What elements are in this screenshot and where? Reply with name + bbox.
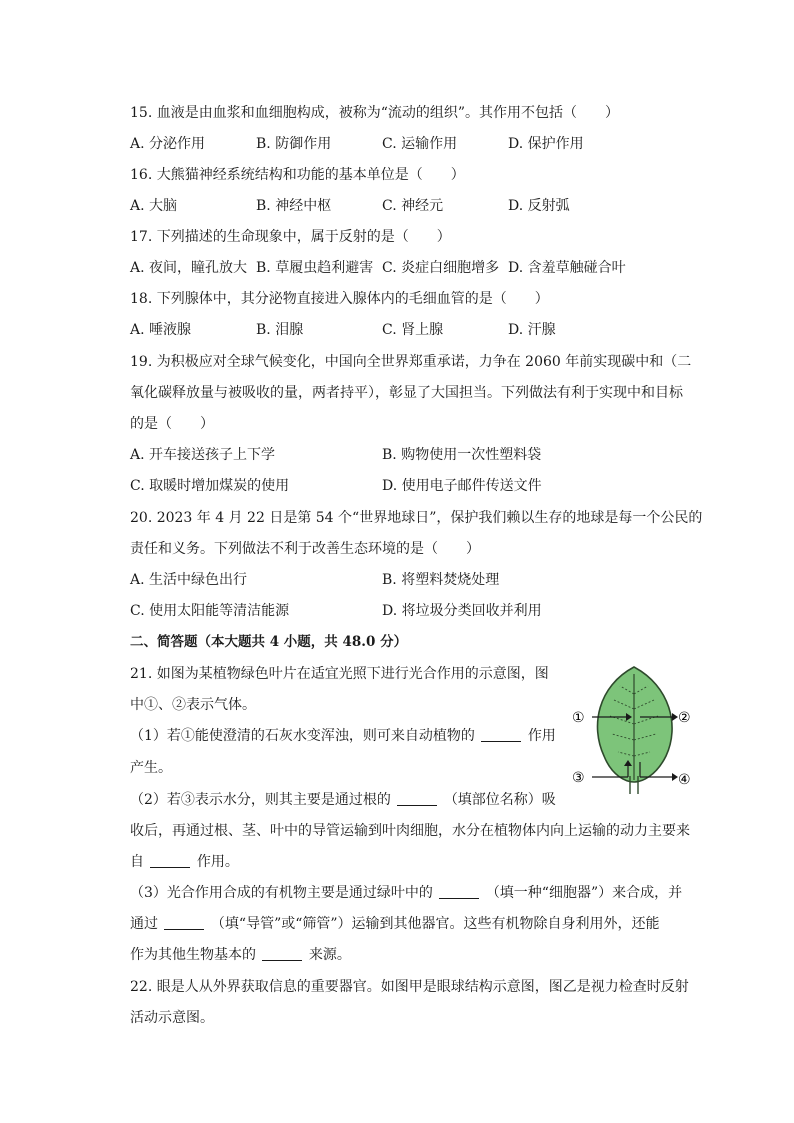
q21-part2-line1 <box>130 790 556 810</box>
q18-option-b: B. 泪腺 <box>256 322 304 338</box>
q21-part2-text-e: 作用。 <box>196 854 239 870</box>
question-19-stem-line3: 的是（ ） <box>130 416 214 432</box>
question-19-stem-line1: 19. 为积极应对全球气候变化，中国向全世界郑重承诺，力争在 2060 年前实现碳中和（二 <box>130 354 692 370</box>
q17-option-a: A. 夜间，瞳孔放大 <box>130 260 248 276</box>
question-20-stem-line2: 责任和义务。下列做法不利于改善生态环境的是（ ） <box>130 541 480 557</box>
q16-option-a: A. 大脑 <box>130 198 178 214</box>
q21-part1-line1 <box>130 726 556 746</box>
q17-option-d: D. 含羞草触碰合叶 <box>508 260 626 276</box>
q15-option-b: B. 防御作用 <box>256 136 332 152</box>
q21-part1-text-b: 作用 <box>527 728 556 744</box>
q16-option-c: C. 神经元 <box>382 198 444 214</box>
q21-part3-text-a: （3）光合作用合成的有机物主要是通过绿叶中的 <box>130 885 433 901</box>
question-15-stem: 15. 血液是由血浆和血细胞构成，被称为“流动的组织”。其作用不包括（ ） <box>130 105 620 121</box>
q15-option-d: D. 保护作用 <box>508 136 584 152</box>
q18-option-a: A. 唾液腺 <box>130 322 192 338</box>
question-20-stem-line1: 20. 2023 年 4 月 22 日是第 54 个“世界地球日”，保护我们赖以生存的地球是每一个公民的 <box>130 510 703 526</box>
q21-part3-line2 <box>130 914 660 934</box>
answer-blank[interactable] <box>481 727 521 742</box>
q21-part1-text-a: （1）若①能使澄清的石灰水变浑浊，则可来自动植物的 <box>130 728 475 744</box>
question-16-stem: 16. 大熊猫神经系统结构和功能的基本单位是（ ） <box>130 167 465 183</box>
q17-option-b: B. 草履虫趋利避害 <box>256 260 374 276</box>
q21-part2-line2: 收后，再通过根、茎、叶中的导管运输到叶肉细胞，水分在植物体内向上运输的动力主要来 <box>130 823 690 839</box>
question-18-stem: 18. 下列腺体中，其分泌物直接进入腺体内的毛细血管的是（ ） <box>130 291 549 307</box>
q19-option-b: B. 购物使用一次性塑料袋 <box>382 447 542 463</box>
question-21-line2: 中①、②表示气体。 <box>130 697 256 713</box>
q21-part1-line2: 产生。 <box>130 760 172 776</box>
q21-part3-line3 <box>130 945 351 965</box>
q20-option-c: C. 使用太阳能等清洁能源 <box>130 603 290 619</box>
section-heading: 二、简答题（本大题共 4 小题，共 48.0 分） <box>130 634 408 650</box>
answer-blank[interactable] <box>397 791 437 806</box>
q21-part2-text-b: （填部位名称）吸 <box>443 792 556 808</box>
q15-option-c: C. 运输作用 <box>382 136 458 152</box>
figure-label-2: ② <box>678 710 691 726</box>
q18-option-d: D. 汗腺 <box>508 322 556 338</box>
q21-part3-text-c: 通过 <box>130 916 158 932</box>
q21-part2-text-a: （2）若③表示水分，则其主要是通过根的 <box>130 792 391 808</box>
q21-part3-text-e: 作为其他生物基本的 <box>130 947 256 963</box>
answer-blank[interactable] <box>262 946 302 961</box>
q21-part3-line1 <box>130 883 682 903</box>
question-17-stem: 17. 下列描述的生命现象中，属于反射的是（ ） <box>130 229 451 245</box>
q16-option-d: D. 反射弧 <box>508 198 570 214</box>
question-19-stem-line2: 氧化碳释放量与被吸收的量，两者持平），彰显了大国担当。下列做法有利于实现中和目标 <box>130 385 683 401</box>
q19-option-d: D. 使用电子邮件传送文件 <box>382 478 542 494</box>
q21-part3-text-f: 来源。 <box>308 947 351 963</box>
leaf-icon <box>597 667 672 794</box>
figure-label-1: ① <box>572 710 585 726</box>
answer-blank[interactable] <box>150 853 190 868</box>
answer-blank[interactable] <box>439 884 479 899</box>
q21-part2-line3 <box>130 852 239 872</box>
q20-option-b: B. 将塑料焚烧处理 <box>382 572 500 588</box>
q17-option-c: C. 炎症白细胞增多 <box>382 260 500 276</box>
question-22-line1: 22. 眼是人从外界获取信息的重要器官。如图甲是眼球结构示意图，图乙是视力检查时反射 <box>130 979 689 995</box>
q21-part2-text-d: 自 <box>130 854 144 870</box>
q19-option-a: A. 开车接送孩子上下学 <box>130 447 276 463</box>
question-22-line2: 活动示意图。 <box>130 1010 214 1026</box>
q18-option-c: C. 肾上腺 <box>382 322 444 338</box>
figure-label-4: ④ <box>678 772 691 788</box>
leaf-photosynthesis-figure <box>568 664 696 794</box>
q20-option-a: A. 生活中绿色出行 <box>130 572 248 588</box>
q16-option-b: B. 神经中枢 <box>256 198 332 214</box>
q21-part3-text-b: （填一种“细胞器”）来合成，并 <box>485 885 683 901</box>
figure-label-3: ③ <box>572 770 585 786</box>
q15-option-a: A. 分泌作用 <box>130 136 206 152</box>
q21-part3-text-d: （填“导管”或“筛管”）运输到其他器官。这些有机物除自身利用外，还能 <box>210 916 660 932</box>
q19-option-c: C. 取暖时增加煤炭的使用 <box>130 478 290 494</box>
answer-blank[interactable] <box>164 915 204 930</box>
question-21-line1: 21. 如图为某植物绿色叶片在适宜光照下进行光合作用的示意图，图 <box>130 666 549 682</box>
q20-option-d: D. 将垃圾分类回收并利用 <box>382 603 542 619</box>
